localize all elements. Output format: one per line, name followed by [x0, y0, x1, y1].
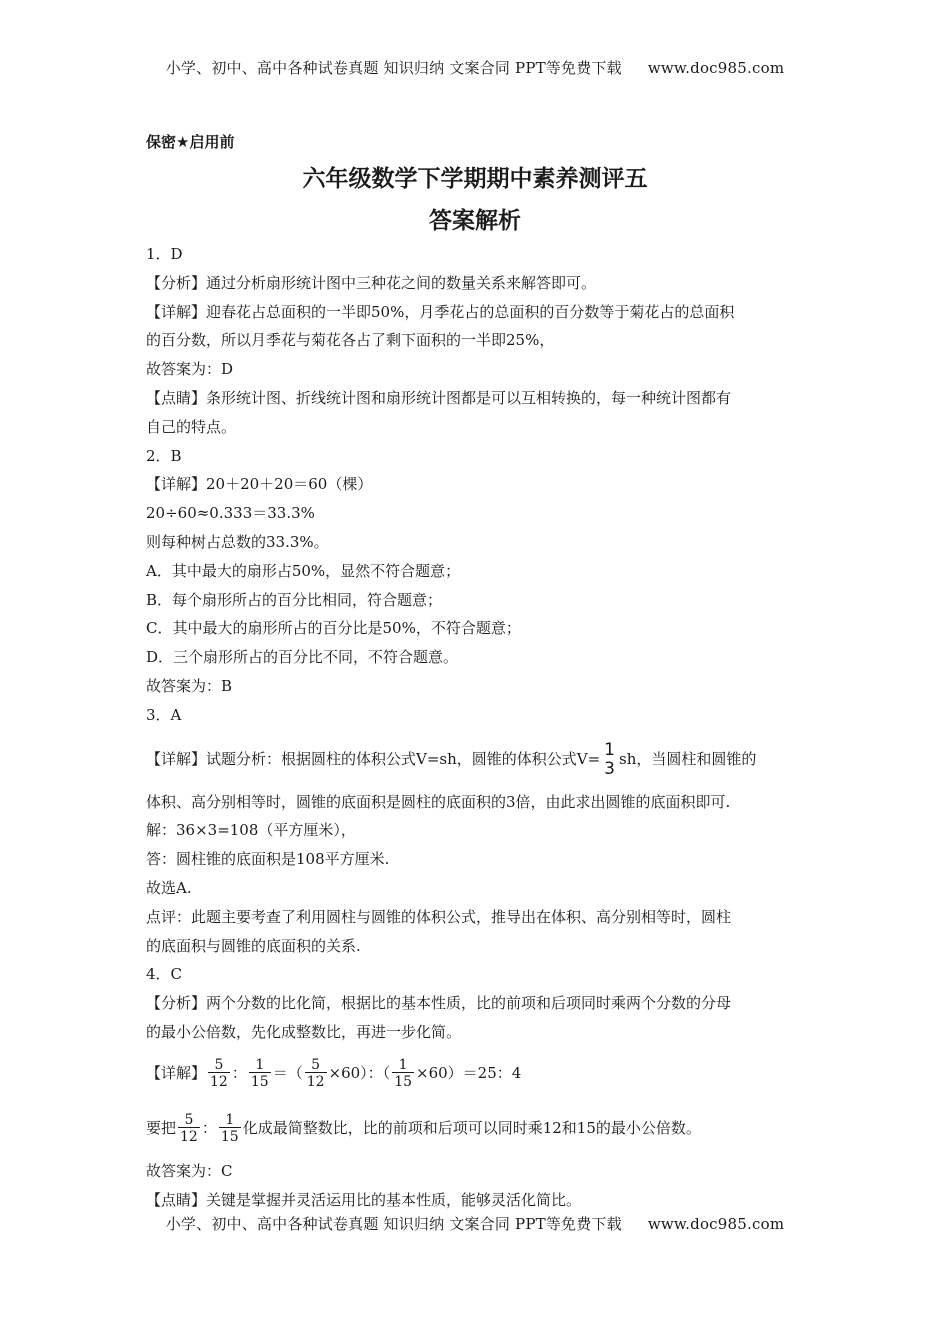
answer-3-solution: 解：36×3=108（平方厘米），: [146, 821, 356, 840]
answer-2-heading: 2．B: [146, 446, 182, 465]
document-title: 六年级数学下学期期中素养测评五: [302, 166, 648, 192]
answer-3-result: 故选A.: [146, 878, 192, 897]
answer-4-detail-label: 【详解】: [146, 1063, 207, 1082]
ratio-colon: ：: [201, 1118, 217, 1137]
answer-4-comment: 【点睛】关键是掌握并灵活运用比的基本性质，能够灵活化简比。: [146, 1190, 582, 1209]
answer-4-analysis: 【分析】两个分数的比化简，根据比的基本性质，比的前项和后项同时乘两个分数的分母: [146, 994, 732, 1013]
answer-2-conclusion: 则每种树占总数的33.3%。: [146, 532, 329, 551]
answer-4-explanation: [146, 1099, 806, 1157]
answer-content: [146, 240, 806, 1214]
explanation-text-cont: 化成最简整数比，比的前项和后项可以同时乘12和15的最小公倍数。: [242, 1118, 701, 1137]
answer-3-detail-cont: 体积、高分别相等时，圆锥的底面积是圆柱的底面积的3倍，由此求出圆锥的底面积即可.: [146, 792, 731, 811]
answer-3-detail-text: 【详解】试题分析：根据圆柱的体积公式V=sh，圆锥的体积公式V=: [146, 749, 601, 768]
page-footer: [0, 1213, 950, 1234]
answer-2-option-c: C．其中最大的扇形所占的百分比是50%，不符合题意；: [146, 619, 521, 638]
answer-1-comment-cont: 自己的特点。: [146, 417, 237, 436]
answer-2-result: 故答案为：B: [146, 676, 233, 695]
footer-text: 小学、初中、高中各种试卷真题 知识归纳 文案合同 PPT等免费下载: [165, 1215, 622, 1233]
answer-2-detail: 【详解】20＋20＋20＝60（棵）: [146, 475, 373, 494]
fraction-one-third: [602, 739, 617, 779]
answer-4-result: 故答案为：C: [146, 1161, 233, 1180]
answer-3-comment-cont: 的底面积与圆锥的底面积的关系.: [146, 936, 361, 955]
equation-result: ×60）＝25：4: [416, 1063, 522, 1082]
page-header: [0, 57, 950, 78]
answer-3-detail-text-cont: sh，当圆柱和圆锥的: [619, 749, 757, 768]
ratio-colon: ：: [231, 1063, 247, 1082]
answer-2-option-a: A．其中最大的扇形占50%，显然不符合题意；: [146, 561, 461, 580]
answer-2-calc: 20÷60≈0.333＝33.3%: [146, 504, 315, 523]
answer-4-analysis-cont: 的最小公倍数，先化成整数比，再进一步化简。: [146, 1022, 462, 1041]
answer-2-option-d: D．三个扇形所占的百分比不同，不符合题意。: [146, 648, 459, 667]
fraction-denominator: 15: [220, 1129, 239, 1146]
answer-2-option-b: B．每个扇形所占的百分比相同，符合题意；: [146, 590, 443, 609]
fraction-denominator: 12: [210, 1074, 228, 1091]
fraction-five-twelfths: [305, 1058, 327, 1089]
answer-1-detail: 【详解】迎春花占总面积的一半即50%，月季花占的总面积的百分数等于菊花占的总面积: [146, 302, 735, 321]
fraction-one-fifteenth: [219, 1113, 241, 1144]
document-subtitle: 答案解析: [429, 208, 521, 234]
answer-3-comment: 点评：此题主要考查了利用圆柱与圆锥的体积公式，推导出在体积、高分别相等时，圆柱: [146, 907, 732, 926]
fraction-numerator: 5: [214, 1057, 224, 1074]
explanation-text: 要把: [146, 1118, 177, 1137]
answer-1-detail-cont: 的百分数，所以月季花与菊花各占了剩下面积的一半即25%，: [146, 331, 555, 350]
fraction-one-fifteenth: [392, 1058, 414, 1089]
answer-1-analysis: 【分析】通过分析扇形统计图中三种花之间的数量关系来解答即可。: [146, 273, 597, 292]
header-text: 小学、初中、高中各种试卷真题 知识归纳 文案合同 PPT等免费下载: [165, 59, 622, 77]
fraction-numerator: 5: [311, 1057, 321, 1074]
fraction-denominator: 3: [604, 758, 615, 779]
fraction-denominator: 15: [250, 1074, 269, 1091]
fraction-denominator: 12: [306, 1074, 325, 1091]
fraction-numerator: 1: [604, 739, 615, 760]
fraction-five-twelfths: [208, 1058, 230, 1089]
equation-part: ×60）：（: [328, 1063, 391, 1082]
answer-1-comment: 【点睛】条形统计图、折线统计图和扇形统计图都是可以互相转换的，每一种统计图都有: [146, 388, 732, 407]
header-url: www.doc985.com: [647, 59, 785, 77]
footer-url: www.doc985.com: [647, 1215, 785, 1233]
equation-part: ＝（: [272, 1063, 303, 1082]
answer-4-detail: [146, 1047, 806, 1099]
answer-3-heading: 3．A: [146, 705, 182, 724]
answer-3-answer: 答：圆柱锥的底面积是108平方厘米.: [146, 850, 390, 869]
answer-1-heading: 1．D: [146, 245, 183, 263]
answer-1-result: 故答案为：D: [146, 360, 234, 379]
answer-3-detail: [146, 730, 806, 788]
fraction-denominator: 15: [394, 1074, 413, 1091]
fraction-numerator: 5: [184, 1112, 194, 1129]
fraction-numerator: 1: [398, 1057, 408, 1074]
fraction-one-fifteenth: [249, 1058, 271, 1089]
answer-4-heading: 4．C: [146, 965, 183, 984]
fraction-numerator: 1: [255, 1057, 265, 1074]
fraction-numerator: 1: [225, 1112, 235, 1129]
confidential-label: 保密★启用前: [146, 133, 235, 151]
fraction-five-twelfths: [178, 1113, 200, 1144]
fraction-denominator: 12: [180, 1129, 198, 1146]
